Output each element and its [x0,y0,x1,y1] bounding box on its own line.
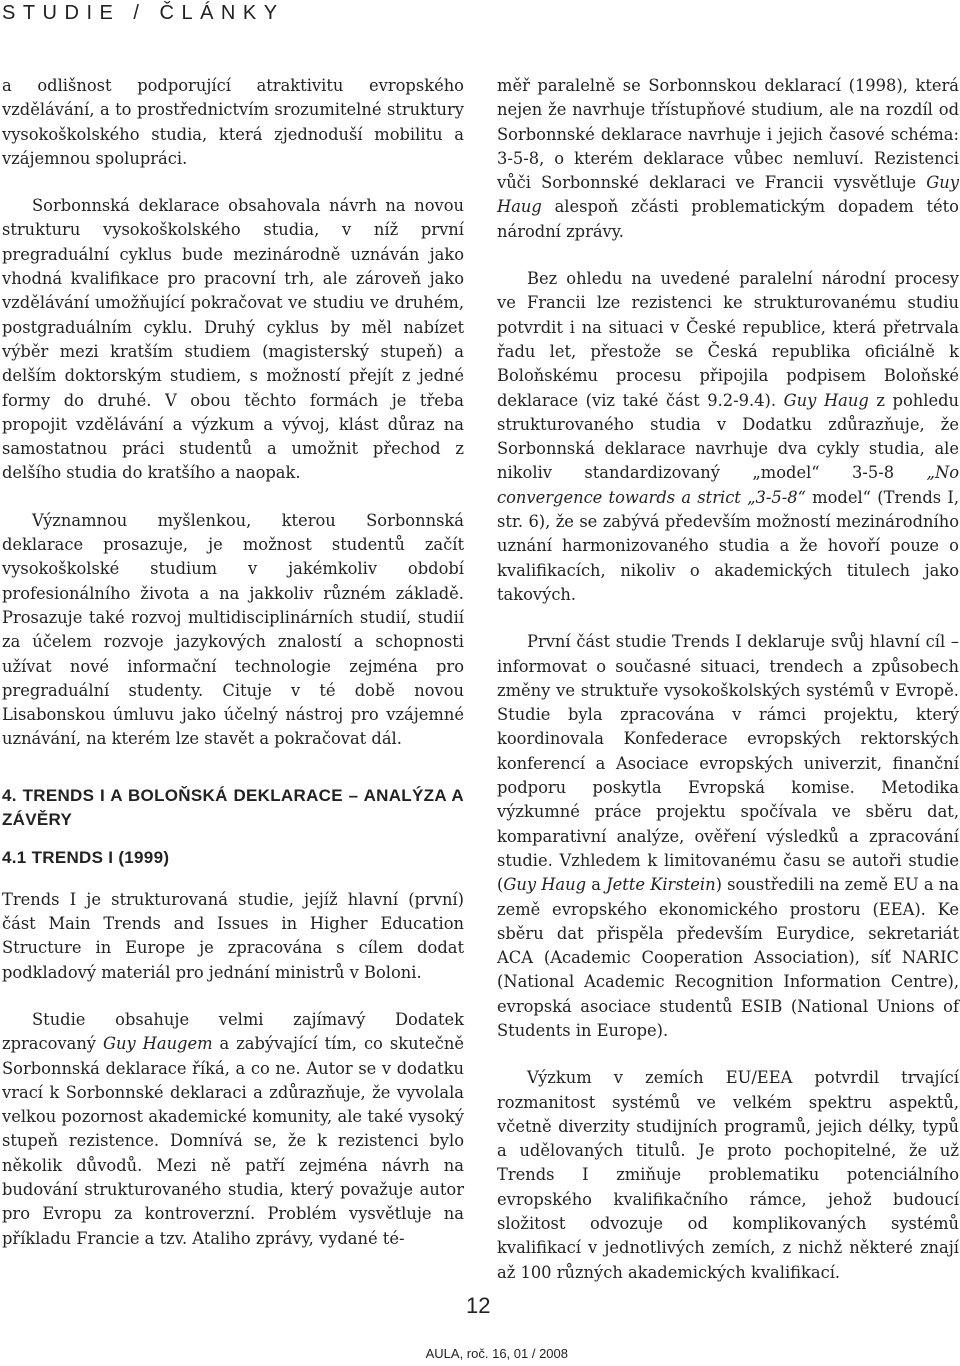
section-heading-text: TRENDS I A BOLOŇSKÁ DEKLARACE – ANALÝZA A ZÁVĚRY [2,785,464,829]
subsection-heading-number: 4.1 [2,847,27,867]
text-run: a zabývající tím, co skutečně Sorbonnská deklarace říká, a co ne. Autor se v dodatku vrací k Sorbonnské deklaraci a zdůrazňuje, že vyvolala velkou pozornost akademické komunity, ale také vysoký stupeň rezistence. Domnívá se, že k rezistenci bylo několik důvodů. Mezi ně patří zejména návrh na budování strukturovaného studia, který považuje autor pro Evropu za kontroverzní. Problém vysvětluje na příkladu Francie a tzv. Ataliho zprávy, vydané té- [2,1034,464,1248]
author-name: Jette Kirstein [606,875,716,895]
journal-footer: AULA, roč. 16, 01 / 2008 [425,1346,568,1361]
text-run: měř paralelně se Sorbonnskou deklarací (1998), která nejen že navrhuje třístupňové studium, ale na rozdíl od Sorbonnské deklarace navrhuje i jejich časové schéma: 3-5-8, o kterém deklarace vůbec nemluví. Rezistenci vůči Sorbonnské deklaraci ve Francii vysvětluje [497,76,959,193]
text-run: Studie obsahuje velmi zajímavý Dodatek zpracovaný [2,1009,464,1054]
text-run: model“ (Trends I, str. 6), že se zabývá především možností mezinárodního uznání harmonizovaného studia a že hovoří pouze o kvalifikacích, nikoliv o akademických titulech jako takových. [497,487,959,604]
page-number: 12 [466,1293,491,1318]
paragraph [497,74,959,244]
paragraph: Trends I je strukturovaná studie, jejíž hlavní (první) část Main Trends and Issues in Higher Education Structure in Europe je zpracována s cílem dodat podkladový materiál pro jednání ministrů v Boloni. [2,889,464,982]
left-column [2,74,464,1251]
paragraph: a odlišnost podporující atraktivitu evropského vzdělávání, a to prostřednictvím srozumitelné struktury vysokoškolského studia, která zjednoduší mobilitu a vzájemnou spolupráci. [2,76,464,168]
author-name: Guy Haug [497,173,959,217]
author-name: Guy Haug [503,875,587,895]
text-run: První část studie Trends I deklaruje svůj hlavní cíl – informovat o současné situaci, trendech a způsobech změny ve struktuře vysokoškolských systémů v Evropě. Studie byla zpracována v rámci projektu, který koordinovala Konfederace evropských rektorských konferencí a Asociace evropských univerzit, finanční podporu poskytla Evropská komise. Metodika výzkumné práce projektu spočívala ve sběru dat, komparativní analýze, ověření výsledků a zpracování studie. Vzhledem k limitovanému času se autoři studie ( [497,632,959,895]
paragraph: Sorbonnská deklarace obsahovala návrh na novou strukturu vysokoškolského studia, v níž první pregraduální cyklus bude mezinárodně uznáván jako vhodná kvalifikace pro pracovní trh, ale zároveň jako vzdělávání umožňující pokračovat ve studiu ve druhém, postgraduálním cyklu. Druhý cyklus by měl nabízet výběr mezi kratším studiem (magisterský stupeň) a delším doktorským studiem, s možností přejít z jedné formy do druhé. V obou těchto formách je třeba propojit vzdělávání a výzkum a vývoj, klást důraz na samostatnou práci studentů a umožnit přechod z delšího studia do kratšího a naopak. [2,196,464,483]
quote: „No convergence towards a strict „3-5-8“ [497,463,959,507]
paragraph: Významnou myšlenkou, kterou Sorbonnská deklarace prosazuje, je možnost studentů začít vysokoškolské studium v jakémkoliv období profesionálního života a na jakkoliv různém základě. Prosazuje také rozvoj multidisciplinárních studií, studií za účelem rozvoje jazykových znalostí a schopnosti užívat nové informační technologie zejména pro pregraduální studenty. Cituje v té době novou Lisabonskou úmluvu jako účelný nástroj pro vzájemné uznávání, na kterém lze stavět a pokračovat dál. [2,510,464,749]
section-heading-number: 4. [2,785,17,805]
subsection-heading-text: TRENDS I (1999) [31,847,170,867]
text-run: ) soustředili na země EU a na země evropského ekonomického prostoru (EEA). Ke sběru dat přispěla především Eurydice, sekretariát ACA (Academic Cooperation Association), síť NARIC (National Academic Recognition Information Centre), evropská asociace studentů ESIB (National Unions of Students in Europe). [497,875,959,1040]
text-run: Bez ohledu na uvedené paralelní národní procesy ve Francii lze rezistenci ke strukturovanému studiu potvrdit i na situaci v České republice, která přetrvala řadu let, přestože se Česká republika oficiálně k Boloňskému procesu připojila podpisem Boloňské deklarace (viz také část 9.2-9.4). [497,269,959,410]
paragraph [497,630,959,1043]
text-run: a [586,875,607,895]
paragraph: Výzkum v zemích EU/EEA potvrdil trvající rozmanitost systémů ve velkém spektru aspektů, včetně diverzity studijních programů, jejich délky, typů a udělovaných titulů. Je proto pochopitelné, že už Trends I zmiňuje problematiku potenciálního evropského kvalifikačního rámce, jehož budoucí složitost odvozuje od komplikovaných systémů kvalifikací v jednotlivých zemích, z nichž některé znají až 100 různých akademických kvalifikací. [497,1068,959,1282]
paragraph [2,1008,464,1251]
right-column [497,74,959,1285]
paragraph [497,267,959,607]
author-name: Guy Haugem [102,1034,213,1054]
section-heading [2,784,464,832]
subsection-heading [2,846,464,870]
author-name: Guy Haug [783,390,869,410]
text-run: alespoň zčásti problematickým dopadem této národní zprávy. [497,197,959,241]
text-run: z pohledu strukturovaného studia v Dodatku zdůrazňuje, že Sorbonnská deklarace navrhuje dva cykly studia, ale nikoliv standardizovaný „model“ 3-5-8 [497,390,960,483]
section-header: STUDIE / ČLÁNKY [2,2,285,24]
